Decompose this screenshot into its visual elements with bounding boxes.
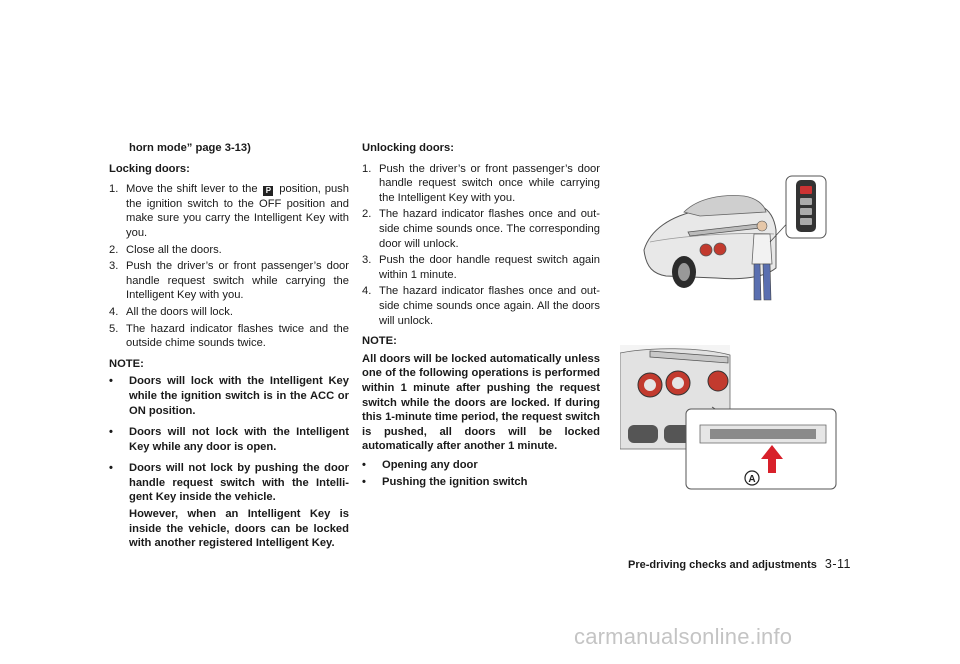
note-bullets: [362, 458, 600, 490]
note-text: All doors will be locked automatically unless one of the following operations is performed within 1 minute after pushing the request switch while the doors are locked. If during this 1-minute time period, the request switch is pushed, all doors will be locked automatically after another 1 minute.: [362, 352, 600, 453]
list-item: 3. Push the door handle request switch again within 1 minute.: [362, 254, 600, 281]
page-number: 3-11: [824, 557, 851, 571]
list-item: • Pushing the ignition switch: [362, 476, 528, 489]
callout-a-label: A: [748, 474, 756, 485]
page-footer: [628, 557, 851, 571]
watermark: carmanualsonline.info: [574, 624, 793, 649]
note-extra: However, when an Intelligent Key is inside the vehicle, doors can be locked with another registered Intelligent Key.: [129, 508, 349, 550]
park-position-icon: P: [263, 186, 273, 196]
note-list: [109, 374, 349, 505]
list-item: 5. The hazard indicator flashes twice and the outside chime sounds twice.: [109, 322, 349, 350]
continuation-text: horn mode” page 3-13): [129, 142, 251, 154]
list-item: 2. The hazard indicator flashes once and out- side chime sounds once. The corresponding door will unlock.: [362, 208, 600, 250]
list-item: 3. Push the driver’s or front passenger’s door handle request switch while carrying the Intelligent Key with you.: [109, 260, 349, 302]
list-item: • Opening any door: [362, 458, 478, 471]
request-switch-figure: [620, 345, 838, 495]
list-item: • Doors will lock with the Intelligent Key while the ignition switch is in the ACC or ON position.: [109, 375, 349, 417]
left-column: [109, 141, 349, 551]
list-item: 1. Move the shift lever to the P position, push the ignition switch to the OFF position and make sure you carry the Intelligent Key with you.: [109, 183, 349, 239]
locking-steps: [109, 182, 349, 351]
unlocking-steps: [362, 162, 600, 329]
list-item: • Doors will not lock by pushing the door handle request switch with the Intelli- gent Key inside the vehicle.: [109, 462, 349, 504]
right-column: [362, 141, 600, 497]
note-heading: NOTE:: [109, 357, 144, 370]
car-rear-with-person-figure: [640, 172, 836, 308]
note-heading: NOTE:: [362, 335, 397, 348]
list-item: • Doors will not lock with the Intelligent Key while any door is open.: [109, 426, 349, 453]
list-item: 4. All the doors will lock.: [109, 305, 233, 318]
list-item: 2. Close all the doors.: [109, 243, 222, 256]
list-item: 4. The hazard indicator flashes once and out- side chime sounds once again. All the doors will unlock.: [362, 285, 600, 327]
locking-heading: Locking doors:: [109, 162, 190, 175]
unlocking-heading: Unlocking doors:: [362, 142, 454, 154]
section-title: Pre-driving checks and adjustments: [628, 559, 817, 571]
list-item: 1. Push the driver’s or front passenger’s door handle request switch once while carrying the Intelligent Key with you.: [362, 162, 600, 204]
